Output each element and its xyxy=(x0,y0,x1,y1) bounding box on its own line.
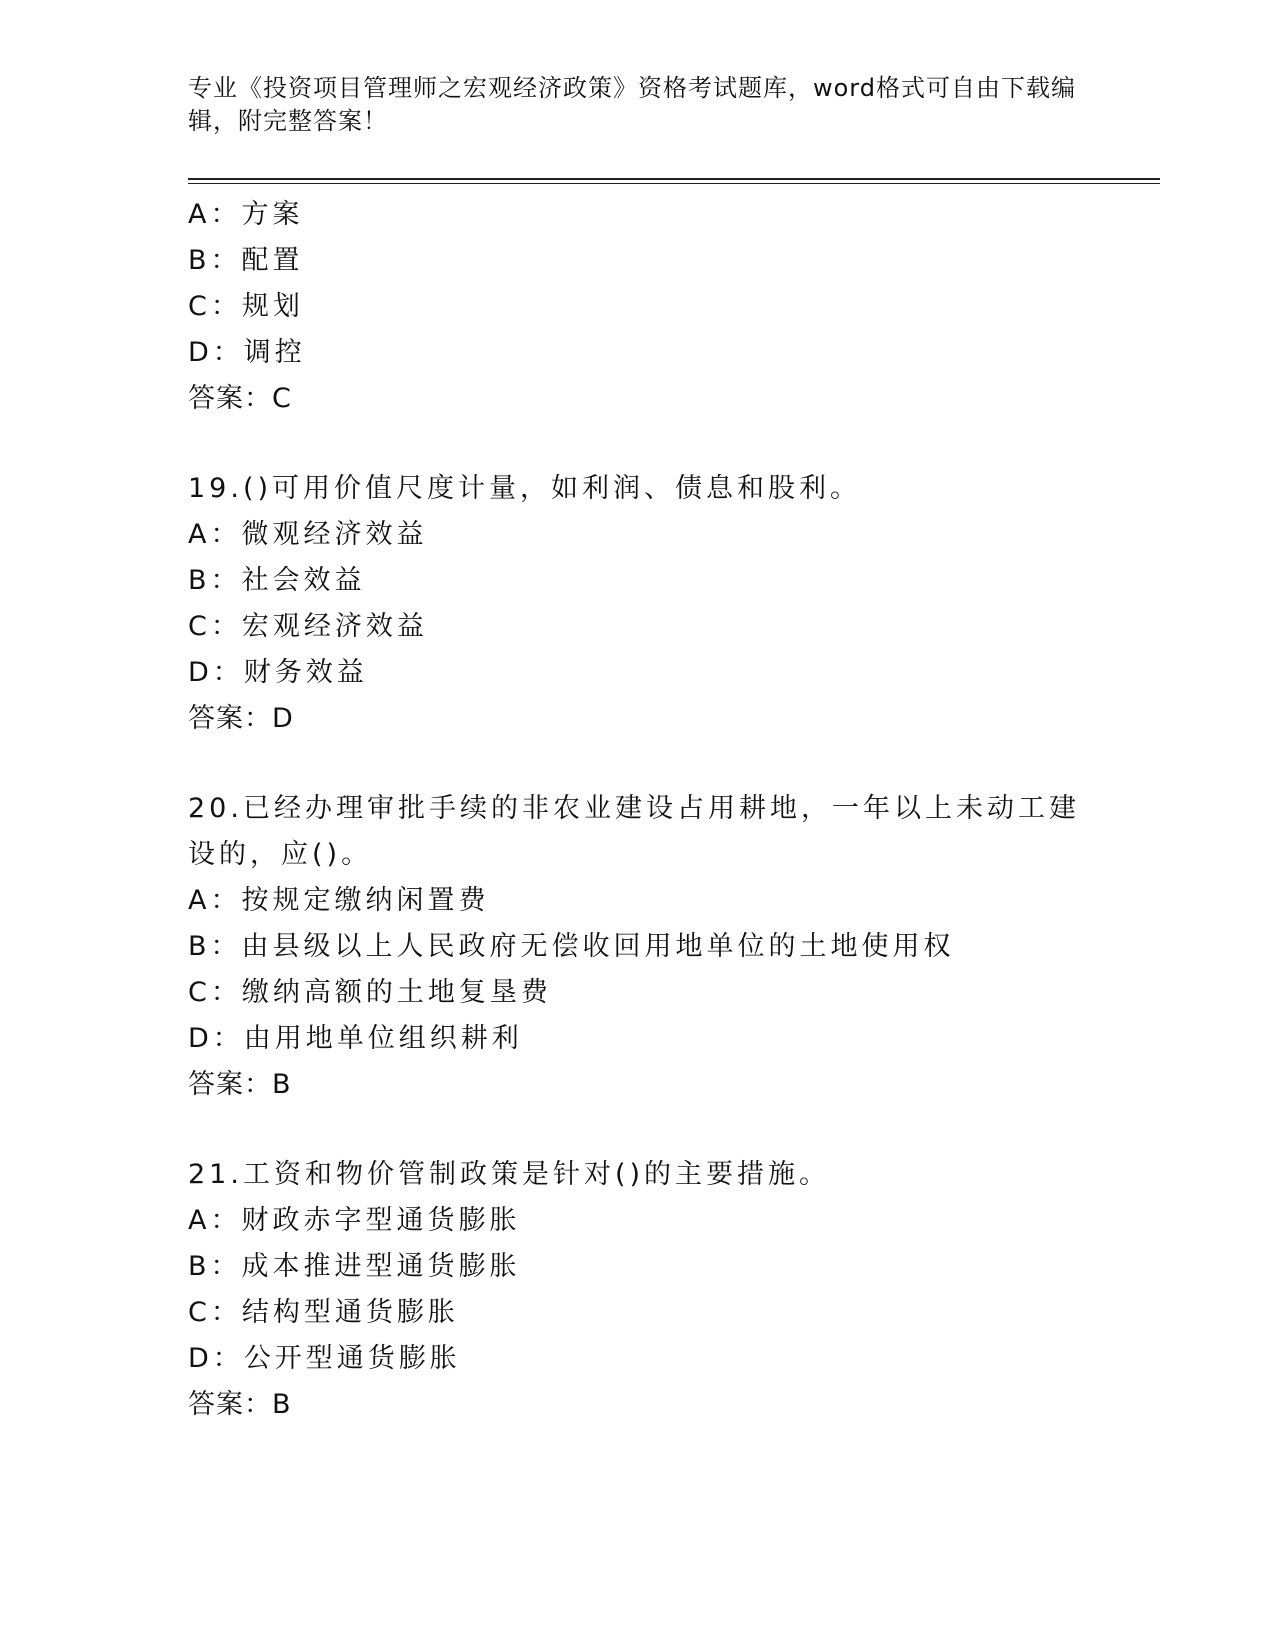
option-c: C：缴纳高额的土地复垦费 xyxy=(188,977,552,1008)
option-d: D：公开型通货膨胀 xyxy=(188,1343,461,1374)
option-c: C：规划 xyxy=(188,291,304,322)
spacer xyxy=(188,422,1148,466)
question-list xyxy=(188,192,1148,1428)
option-a: A：方案 xyxy=(188,199,304,230)
option-d: D：财务效益 xyxy=(188,657,368,688)
option-d: D：由用地单位组织耕利 xyxy=(188,1023,523,1054)
document-header: 专业《投资项目管理师之宏观经济政策》资格考试题库，word格式可自由下载编辑，附完整答案！ xyxy=(188,74,1076,135)
question-text: 19.()可用价值尺度计量，如利润、债息和股利。 xyxy=(188,473,862,504)
option-d: D：调控 xyxy=(188,337,306,368)
question-19-block xyxy=(188,466,1148,742)
question-18-block xyxy=(188,192,1148,422)
answer-text: 答案：C xyxy=(188,383,292,414)
question-20-block xyxy=(188,786,1148,1108)
option-a: A：按规定缴纳闲置费 xyxy=(188,885,490,916)
option-b: B：由县级以上人民政府无偿收回用地单位的土地使用权 xyxy=(188,931,955,962)
answer-text: 答案：B xyxy=(188,1069,292,1100)
spacer xyxy=(188,742,1148,786)
option-c: C：结构型通货膨胀 xyxy=(188,1297,459,1328)
option-b: B：成本推进型通货膨胀 xyxy=(188,1251,521,1282)
header-divider-thick xyxy=(188,178,1160,180)
answer-text: 答案：D xyxy=(188,703,294,734)
question-text: 21.工资和物价管制政策是针对()的主要措施。 xyxy=(188,1159,831,1190)
option-a: A：微观经济效益 xyxy=(188,519,428,550)
option-b: B：配置 xyxy=(188,245,304,276)
option-a: A：财政赤字型通货膨胀 xyxy=(188,1205,521,1236)
option-b: B：社会效益 xyxy=(188,565,366,596)
option-c: C：宏观经济效益 xyxy=(188,611,428,642)
header-divider-thin xyxy=(188,183,1160,184)
spacer xyxy=(188,1108,1148,1152)
answer-text: 答案：B xyxy=(188,1389,292,1420)
question-21-block xyxy=(188,1152,1148,1428)
question-text: 20.已经办理审批手续的非农业建设占用耕地，一年以上未动工建设的，应()。 xyxy=(188,793,1080,870)
